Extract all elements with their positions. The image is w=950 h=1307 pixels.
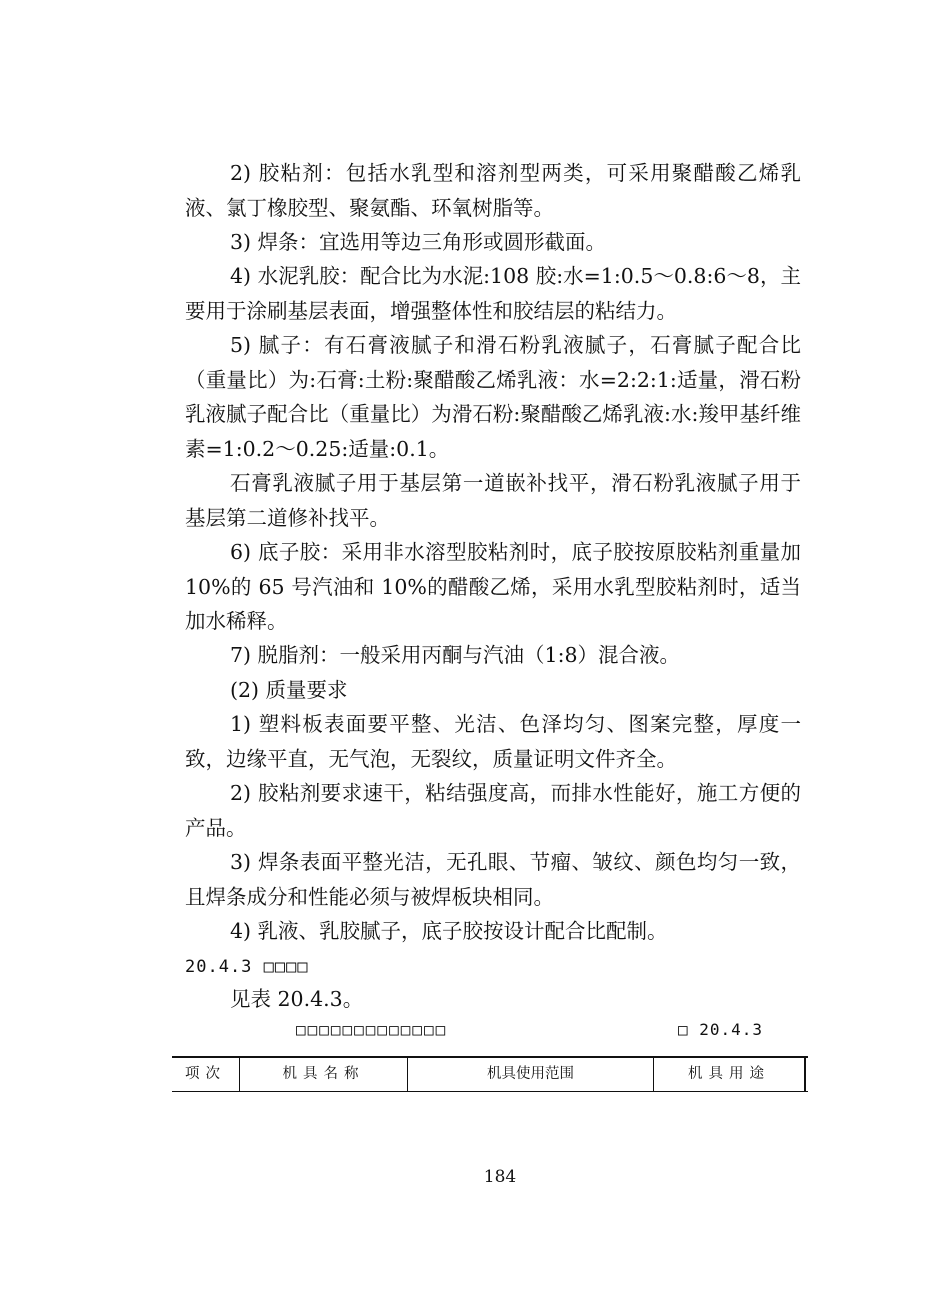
paragraph-quality-2: 2) 胶粘剂要求速干，粘结强度高，而排水性能好，施工方便的产品。 [185,781,801,840]
paragraph-quality-3: 3) 焊条表面平整光洁，无孔眼、节瘤、皱纹、颜色均匀一致，且焊条成分和性能必须与被焊板块相同。 [185,850,801,909]
table-header-equipment-name: 机具名称 [240,1058,408,1091]
paragraph-primer: 6) 底子胶：采用非水溶型胶粘剂时，底子胶按原胶粘剂重量加 10%的 65 号汽油和 10%的醋酸乙烯，采用水乳型胶粘剂时，适当加水稀释。 [185,540,801,633]
table-header-purpose: 机具用途 [654,1058,806,1091]
paragraph-putty: 5) 腻子：有石膏液腻子和滑石粉乳液腻子，石膏腻子配合比（重量比）为:石膏:土粉:聚醋酸乙烯乳液：水=2:2:1:适量，滑石粉乳液腻子配合比（重量比）为滑石粉:聚醋酸乙烯乳液:水:羧甲基纤维素=1:0.2～0.25:适量:0.1。 [185,333,801,461]
paragraph-welding-rod: 3) 焊条：宜选用等边三角形或圆形截面。 [230,230,607,254]
paragraph-putty-usage: 石膏乳液腻子用于基层第一道嵌补找平，滑石粉乳液腻子用于基层第二道修补找平。 [185,471,801,530]
equipment-table [172,1056,808,1092]
table-header-usage-scope: 机具使用范围 [408,1058,654,1091]
paragraph-quality-heading: (2) 质量要求 [230,678,348,702]
section-heading: 20.4.3 □□□□ [185,957,309,977]
table-number: □ 20.4.3 [678,1020,764,1039]
table-header-item-no: 项次 [172,1058,240,1091]
paragraph-quality-1: 1) 塑料板表面要平整、光洁、色泽均匀、图案完整，厚度一致，边缘平直，无气泡，无裂纹，质量证明文件齐全。 [185,712,801,771]
paragraph-degreaser: 7) 脱脂剂：一般采用丙酮与汽油（1:8）混合液。 [230,643,681,667]
paragraph-quality-4: 4) 乳液、乳胶腻子，底子胶按设计配合比配制。 [230,919,668,943]
paragraph-adhesive: 2) 胶粘剂：包括水乳型和溶剂型两类，可采用聚醋酸乙烯乳液、氯丁橡胶型、聚氨酯、环氧树脂等。 [185,161,801,220]
table-caption: □□□□□□□□□□□□□ [296,1020,448,1039]
see-table-text: 见表 20.4.3。 [230,987,364,1011]
paragraph-cement-latex: 4) 水泥乳胶：配合比为水泥:108 胶:水=1:0.5～0.8:6～8，主要用于涂刷基层表面，增强整体性和胶结层的粘结力。 [185,264,801,323]
page-number: 184 [483,1167,517,1187]
